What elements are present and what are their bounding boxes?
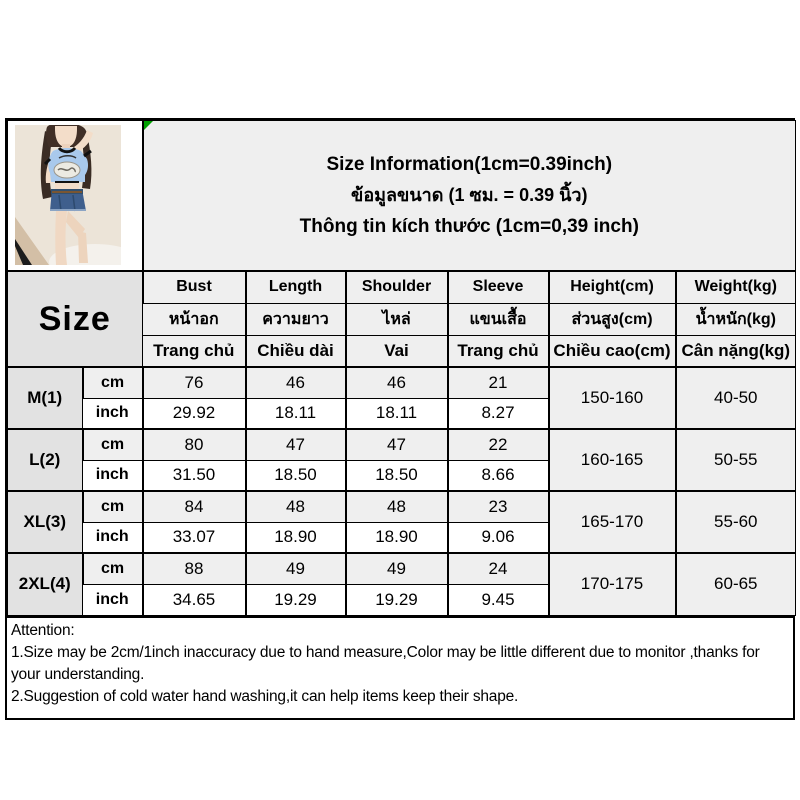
value-cell: 23 (448, 491, 549, 522)
col-header-bust-en: Bust (143, 271, 246, 303)
col-header-weight-th: น้ำหนัก(kg) (676, 303, 796, 335)
value-cell: 18.11 (246, 398, 346, 429)
col-header-weight-vi: Cân nặng(kg) (676, 335, 796, 367)
value-cell: 9.45 (448, 584, 549, 615)
col-header-length-vi: Chiều dài (246, 335, 346, 367)
size-column-header: Size (8, 271, 143, 367)
col-header-height-th: ส่วนสูง(cm) (549, 303, 676, 335)
unit-label-inch: inch (83, 460, 143, 491)
value-cell: 46 (346, 367, 448, 398)
height-range-cell: 165-170 (549, 491, 676, 553)
col-header-shoulder-en: Shoulder (346, 271, 448, 303)
weight-range-cell: 40-50 (676, 367, 796, 429)
col-header-bust-th: หน้าอก (143, 303, 246, 335)
weight-range-cell: 50-55 (676, 429, 796, 491)
table-row (8, 553, 796, 584)
weight-range-cell: 55-60 (676, 491, 796, 553)
col-header-shoulder-vi: Vai (346, 335, 448, 367)
size-label-2xl: 2XL(4) (8, 553, 83, 615)
unit-label-cm: cm (83, 367, 143, 398)
attention-note-1: 1.Size may be 2cm/1inch inaccuracy due to hand measure,Color may be little different due to monitor ,thanks for your understanding. (11, 643, 760, 683)
col-header-sleeve-vi: Trang chủ (448, 335, 549, 367)
unit-label-inch: inch (83, 522, 143, 553)
value-cell: 21 (448, 367, 549, 398)
size-label-m: M(1) (8, 367, 83, 429)
size-table (7, 120, 796, 616)
value-cell: 48 (246, 491, 346, 522)
value-cell: 9.06 (448, 522, 549, 553)
unit-label-cm: cm (83, 553, 143, 584)
value-cell: 18.50 (246, 460, 346, 491)
attention-heading: Attention: (11, 621, 75, 639)
value-cell: 49 (246, 553, 346, 584)
value-cell: 31.50 (143, 460, 246, 491)
value-cell: 19.29 (246, 584, 346, 615)
value-cell: 18.90 (246, 522, 346, 553)
value-cell: 80 (143, 429, 246, 460)
value-cell: 24 (448, 553, 549, 584)
unit-label-inch: inch (83, 398, 143, 429)
product-photo-cell (8, 121, 143, 272)
value-cell: 18.90 (346, 522, 448, 553)
value-cell: 76 (143, 367, 246, 398)
col-header-height-en: Height(cm) (549, 271, 676, 303)
value-cell: 46 (246, 367, 346, 398)
title-english: Size Information(1cm=0.39inch) (326, 154, 613, 175)
attention-notes (7, 616, 793, 718)
value-cell: 8.27 (448, 398, 549, 429)
value-cell: 29.92 (143, 398, 246, 429)
value-cell: 47 (246, 429, 346, 460)
col-header-height-vi: Chiều cao(cm) (549, 335, 676, 367)
value-cell: 18.11 (346, 398, 448, 429)
col-header-sleeve-th: แขนเสื้อ (448, 303, 549, 335)
title-cell (143, 121, 796, 272)
attention-note-2: 2.Suggestion of cold water hand washing,it can help items keep their shape. (11, 687, 519, 705)
value-cell: 47 (346, 429, 448, 460)
value-cell: 88 (143, 553, 246, 584)
col-header-bust-vi: Trang chủ (143, 335, 246, 367)
value-cell: 19.29 (346, 584, 448, 615)
table-row (8, 367, 796, 398)
value-cell: 33.07 (143, 522, 246, 553)
table-row (8, 491, 796, 522)
unit-label-cm: cm (83, 491, 143, 522)
value-cell: 48 (346, 491, 448, 522)
size-chart-sheet (5, 118, 795, 720)
product-photo (15, 125, 121, 265)
height-range-cell: 150-160 (549, 367, 676, 429)
col-header-length-th: ความยาว (246, 303, 346, 335)
value-cell: 8.66 (448, 460, 549, 491)
height-range-cell: 170-175 (549, 553, 676, 615)
weight-range-cell: 60-65 (676, 553, 796, 615)
table-row (8, 429, 796, 460)
value-cell: 18.50 (346, 460, 448, 491)
value-cell: 49 (346, 553, 448, 584)
unit-label-cm: cm (83, 429, 143, 460)
col-header-shoulder-th: ไหล่ (346, 303, 448, 335)
cell-comment-marker-icon (144, 121, 153, 130)
size-label-xl: XL(3) (8, 491, 83, 553)
col-header-length-en: Length (246, 271, 346, 303)
title-vietnamese: Thông tin kích thước (1cm=0,39 inch) (299, 216, 639, 237)
value-cell: 84 (143, 491, 246, 522)
size-label-l: L(2) (8, 429, 83, 491)
height-range-cell: 160-165 (549, 429, 676, 491)
value-cell: 22 (448, 429, 549, 460)
value-cell: 34.65 (143, 584, 246, 615)
col-header-weight-en: Weight(kg) (676, 271, 796, 303)
title-thai: ข้อมูลขนาด (1 ซม. = 0.39 นิ้ว) (351, 185, 588, 205)
col-header-sleeve-en: Sleeve (448, 271, 549, 303)
unit-label-inch: inch (83, 584, 143, 615)
